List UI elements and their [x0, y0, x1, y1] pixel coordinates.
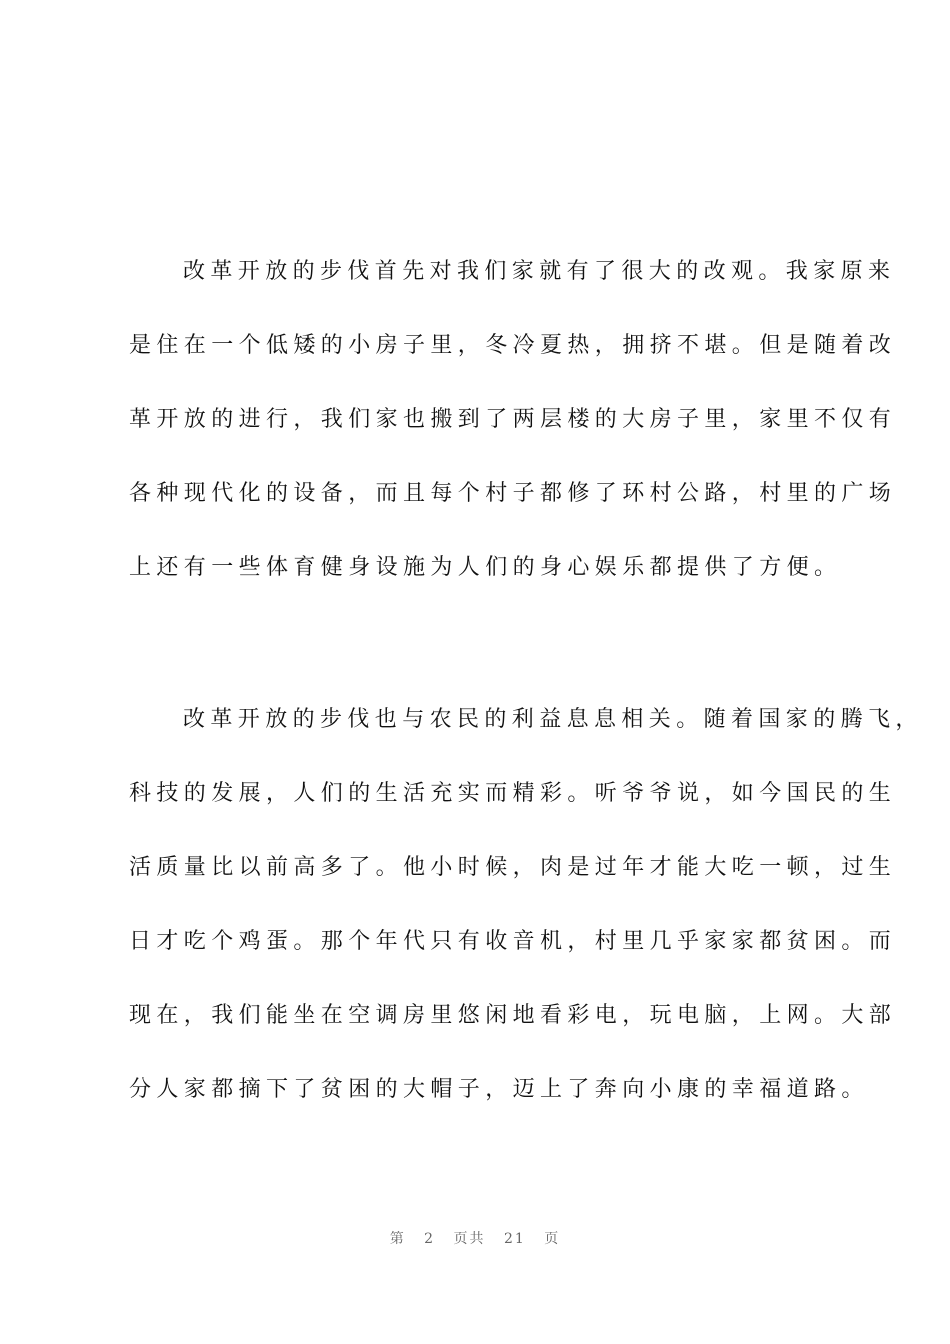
footer-total-pages: 21 — [504, 1231, 526, 1247]
page-number-footer — [0, 1228, 950, 1248]
paragraph-line: 分人家都摘下了贫困的大帽子，迈上了奔向小康的幸福道路。 — [129, 1077, 869, 1102]
paragraph-line: 日才吃个鸡蛋。那个年代只有收音机，村里几乎家家都贫困。而 — [129, 929, 897, 954]
footer-page-number: 2 — [424, 1231, 436, 1247]
paragraph-line: 上还有一些体育健身设施为人们的身心娱乐都提供了方便。 — [129, 555, 842, 580]
paragraph-line: 是住在一个低矮的小房子里，冬冷夏热，拥挤不堪。但是随着改 — [129, 333, 897, 358]
paragraph-line: 科技的发展，人们的生活充实而精彩。听爷爷说，如今国民的生 — [129, 781, 897, 806]
paragraph-line: 革开放的进行，我们家也搬到了两层楼的大房子里，家里不仅有 — [129, 407, 897, 432]
footer-suffix: 页 — [544, 1231, 561, 1247]
paragraph-line: 现在，我们能坐在空调房里悠闲地看彩电，玩电脑，上网。大部 — [129, 1003, 897, 1028]
footer-middle: 页共 — [453, 1231, 486, 1247]
paragraph-line: 活质量比以前高多了。他小时候，肉是过年才能大吃一顿，过生 — [129, 855, 897, 880]
paragraph-line: 改革开放的步伐也与农民的利益息息相关。随着国家的腾飞， — [183, 707, 923, 732]
footer-prefix: 第 — [389, 1231, 406, 1247]
paragraph-line: 各种现代化的设备，而且每个村子都修了环村公路，村里的广场 — [129, 481, 897, 506]
paragraph-line: 改革开放的步伐首先对我们家就有了很大的改观。我家原来 — [183, 259, 896, 284]
